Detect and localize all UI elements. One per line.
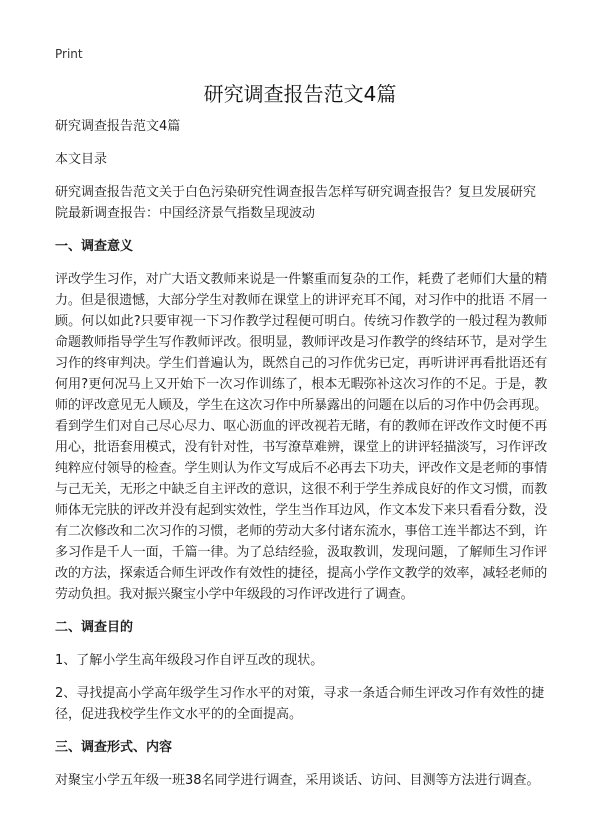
section-body-method: 对聚宝小学五年级一班38名同学进行调查，采用谈话、访问、目测等方法进行调查。 <box>55 773 540 788</box>
section-heading-method: 三、调查形式、内容 <box>55 740 173 755</box>
document-content <box>55 116 547 803</box>
purpose-item-2: 2、寻找提高小学高年级学生习作水平的对策，寻求一条适合师生评改习作有效性的捷径，促进我校学生作文水平的的全面提高。 <box>55 686 545 722</box>
section-body-significance: 评改学生习作，对广大语文教师来说是一件繁重而复杂的工作，耗费了老师们大量的精力。但是很遗憾，大部分学生对教师在课堂上的讲评充耳不闻，对习作中的批语 不屑一顾。何以如此?只要审视一下习作教学过程便可明白。传统习作教学的一般过程为教师命题教师指导学生写作教师评改。很明显，教师评改是习作教学的终结环节，是对学生习作的终审判决。学生们普遍认为，既然自己的习作优劣已定，再听讲评再看批语还有何用?更何况马上又开始下一次习作训练了，根本无暇弥补这次习作的不足。于是，教师的评改意见无人顾及，学生在这次习作中所暴露出的问题在以后的习作中仍会再现。看到学生们对自己尽心尽力、呕心沥血的评改视若无睹，有的教师在评改作文时便不再用心，批语套用模式，没有针对性，书写潦草难辨，课堂上的讲评轻描淡写，习作评改纯粹应付领导的检查。学生则认为作文写成后不必再去下功夫，评改作文是老师的事情与己无关，无形之中缺乏自主评改的意识，这很不利于学生养成良好的作文习惯，而教师体无完肤的评改并没有起到实效性，学生当作耳边风，作文本发下来只看看分数，没有二次修改和二次习作的习惯，老师的劳动大多付诸东流水，事倍工连半都达不到，许多习作是千人一面，千篇一律。为了总结经验，汲取教训，发现问题，了解师生习作评改的方法，探索适合师生评改作有效性的捷径，提高小学作文教学的效率，减轻老师的劳动负担。我对振兴聚宝小学中年级段的习作评改进行了调查。 <box>55 272 547 602</box>
section-heading-significance: 一、调查意义 <box>55 239 134 254</box>
document-subtitle: 研究调查报告范文4篇 <box>55 119 181 134</box>
intro-paragraph: 研究调查报告范文关于白色污染研究性调查报告怎样写研究调查报告？复旦发展研究院最新调查报告：中国经济景气指数呈现波动 <box>55 185 537 221</box>
purpose-item-1: 1、了解小学生高年级段习作自评互改的现状。 <box>55 653 324 668</box>
print-label[interactable]: Print <box>55 47 83 61</box>
section-heading-purpose: 二、调查目的 <box>55 620 134 635</box>
toc-label[interactable]: 本文目录 <box>55 152 108 167</box>
page-title: 研究调查报告范文4篇 <box>203 82 397 106</box>
